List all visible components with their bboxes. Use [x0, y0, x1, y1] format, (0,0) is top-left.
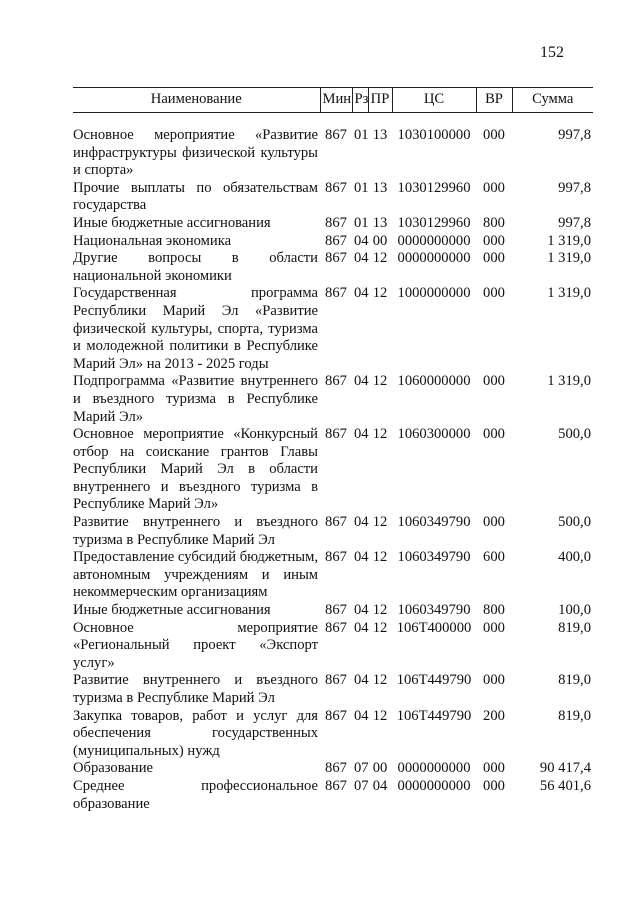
table-row [73, 620, 593, 673]
row-vr: 000 [483, 285, 505, 302]
row-vr: 000 [483, 619, 505, 636]
row-name: Образование [73, 760, 153, 777]
row-min: 867 [325, 426, 347, 443]
row-sum: 997,8 [558, 214, 591, 231]
row-cs: 0000000000 [397, 250, 471, 267]
row-sum: 56 401,6 [539, 777, 591, 794]
row-name: Национальная экономика [73, 232, 232, 249]
row-sum: 1 319,0 [547, 373, 591, 390]
row-cs: 0000000000 [397, 232, 471, 249]
row-name: Предоставление субсидий бюджетным, автономным учреждениям и иным некоммерческим организациям [73, 549, 318, 601]
row-min: 867 [325, 760, 347, 777]
row-sum: 1 319,0 [547, 250, 591, 267]
row-sum: 819,0 [558, 619, 591, 636]
row-sum: 1 319,0 [547, 285, 591, 302]
row-vr: 000 [483, 672, 505, 689]
row-pr: 12 [372, 619, 388, 636]
row-min: 867 [325, 549, 347, 566]
row-pr: 13 [372, 127, 388, 143]
header-min: Мин [320, 88, 352, 113]
row-pr: 12 [372, 285, 388, 302]
row-pr: 13 [372, 179, 388, 196]
row-min: 867 [325, 619, 347, 636]
row-min: 867 [325, 285, 347, 302]
row-name: Развитие внутреннего и въездного туризма в Республике Марий Эл [73, 672, 318, 706]
row-pr: 00 [372, 760, 388, 777]
row-name: Подпрограмма «Развитие внутреннего и въездного туризма в Республике Марий Эл» [73, 373, 318, 425]
table-row [73, 127, 593, 180]
row-rz: 04 [354, 250, 369, 267]
row-cs: 1060349790 [397, 549, 471, 566]
row-sum: 500,0 [558, 426, 591, 443]
row-sum: 400,0 [558, 549, 591, 566]
row-pr: 12 [372, 426, 388, 443]
row-pr: 12 [372, 514, 388, 531]
row-rz: 04 [354, 426, 369, 443]
row-name: Другие вопросы в области национальной экономики [73, 250, 318, 284]
row-name: Прочие выплаты по обязательствам государства [73, 179, 318, 214]
header-pr: ПР [368, 88, 392, 113]
row-min: 867 [325, 250, 347, 267]
row-sum: 819,0 [558, 672, 591, 689]
header-rz: Рз [352, 88, 368, 113]
row-vr: 800 [483, 214, 505, 231]
row-vr: 600 [483, 549, 505, 566]
row-cs: 0000000000 [397, 760, 471, 777]
row-name: Развитие внутреннего и въездного туризма в Республике Марий Эл [73, 514, 318, 548]
row-rz: 04 [354, 619, 369, 636]
row-vr: 000 [483, 426, 505, 443]
row-vr: 000 [483, 373, 505, 390]
header-name: Наименование [73, 88, 320, 113]
row-vr: 000 [483, 127, 505, 143]
table-row [73, 760, 593, 778]
row-cs: 1030129960 [397, 214, 471, 231]
row-cs: 106Т449790 [396, 707, 472, 724]
row-name: Закупка товаров, работ и услуг для обеспечения государственных (муниципальных) нужд [73, 707, 318, 759]
row-min: 867 [325, 777, 347, 794]
table-row [73, 233, 593, 251]
table-row [73, 708, 593, 761]
row-min: 867 [325, 232, 347, 249]
row-name: Основное мероприятие «Конкурсный отбор на соискание грантов Главы Республики Марий Эл в области внутреннего и въездного туризма в Республике Марий Эл» [73, 426, 318, 513]
row-pr: 04 [372, 777, 388, 794]
row-sum: 997,8 [558, 179, 591, 196]
page-number: 152 [540, 44, 564, 61]
table-row [73, 285, 593, 373]
row-rz: 04 [354, 602, 369, 619]
row-cs: 1060000000 [397, 373, 471, 390]
row-pr: 12 [372, 373, 388, 390]
table-row [73, 672, 593, 707]
table-row [73, 250, 593, 285]
header-vr: ВР [476, 88, 512, 113]
row-min: 867 [325, 602, 347, 619]
row-min: 867 [325, 179, 347, 196]
row-vr: 000 [483, 250, 505, 267]
row-min: 867 [325, 672, 347, 689]
row-cs: 1030129960 [397, 179, 471, 196]
row-cs: 0000000000 [397, 777, 471, 794]
row-vr: 200 [483, 707, 505, 724]
row-name: Иные бюджетные ассигнования [73, 602, 271, 619]
header-sum: Сумма [512, 88, 593, 113]
row-sum: 819,0 [558, 707, 591, 724]
row-pr: 12 [372, 602, 388, 619]
row-sum: 90 417,4 [539, 760, 591, 777]
row-rz: 07 [354, 777, 369, 794]
row-pr: 13 [372, 214, 388, 231]
row-pr: 12 [372, 707, 388, 724]
row-min: 867 [325, 214, 347, 231]
row-sum: 500,0 [558, 514, 591, 531]
row-name: Основное мероприятие «Развитие инфраструктуры физической культуры и спорта» [73, 127, 318, 179]
budget-table [73, 87, 593, 813]
row-min: 867 [325, 127, 347, 143]
table-row [73, 215, 593, 233]
row-pr: 12 [372, 549, 388, 566]
row-min: 867 [325, 514, 347, 531]
row-name: Иные бюджетные ассигнования [73, 214, 271, 231]
row-cs: 1060300000 [397, 426, 471, 443]
table-row [73, 426, 593, 514]
table-row [73, 549, 593, 602]
row-pr: 00 [372, 232, 388, 249]
row-rz: 01 [354, 214, 369, 231]
row-rz: 04 [354, 232, 369, 249]
row-vr: 000 [483, 232, 505, 249]
row-cs: 106Т400000 [396, 619, 472, 636]
row-name: Основное мероприятие «Региональный проект «Экспорт услуг» [73, 619, 318, 671]
row-vr: 800 [483, 602, 505, 619]
row-cs: 1060349790 [397, 602, 471, 619]
row-rz: 04 [354, 285, 369, 302]
row-cs: 1030100000 [397, 127, 471, 143]
table-row [73, 514, 593, 549]
row-sum: 100,0 [558, 602, 591, 619]
row-rz: 04 [354, 707, 369, 724]
row-pr: 12 [372, 250, 388, 267]
row-cs: 106Т449790 [396, 672, 472, 689]
row-name: Государственная программа Республики Марий Эл «Развитие физической культуры, спорта, туризма и молодежной политики в Республике Марий Эл» на 2013 - 2025 годы [73, 285, 318, 372]
row-vr: 000 [483, 179, 505, 196]
row-cs: 1000000000 [397, 285, 471, 302]
row-vr: 000 [483, 760, 505, 777]
table-header-row [73, 88, 593, 113]
row-min: 867 [325, 707, 347, 724]
row-rz: 04 [354, 672, 369, 689]
table-row [73, 602, 593, 620]
row-sum: 1 319,0 [547, 232, 591, 249]
row-vr: 000 [483, 777, 505, 794]
row-rz: 07 [354, 760, 369, 777]
row-rz: 01 [354, 127, 369, 143]
row-rz: 04 [354, 514, 369, 531]
row-min: 867 [325, 373, 347, 390]
table-row [73, 373, 593, 426]
row-rz: 04 [354, 373, 369, 390]
row-cs: 1060349790 [397, 514, 471, 531]
header-cs: ЦС [392, 88, 476, 113]
table-row [73, 180, 593, 215]
row-rz: 01 [354, 179, 369, 196]
row-pr: 12 [372, 672, 388, 689]
row-name: Среднее профессиональное образование [73, 777, 318, 812]
row-sum: 997,8 [558, 127, 591, 143]
table-spacer [73, 113, 593, 128]
row-vr: 000 [483, 514, 505, 531]
table-row [73, 778, 593, 813]
row-rz: 04 [354, 549, 369, 566]
